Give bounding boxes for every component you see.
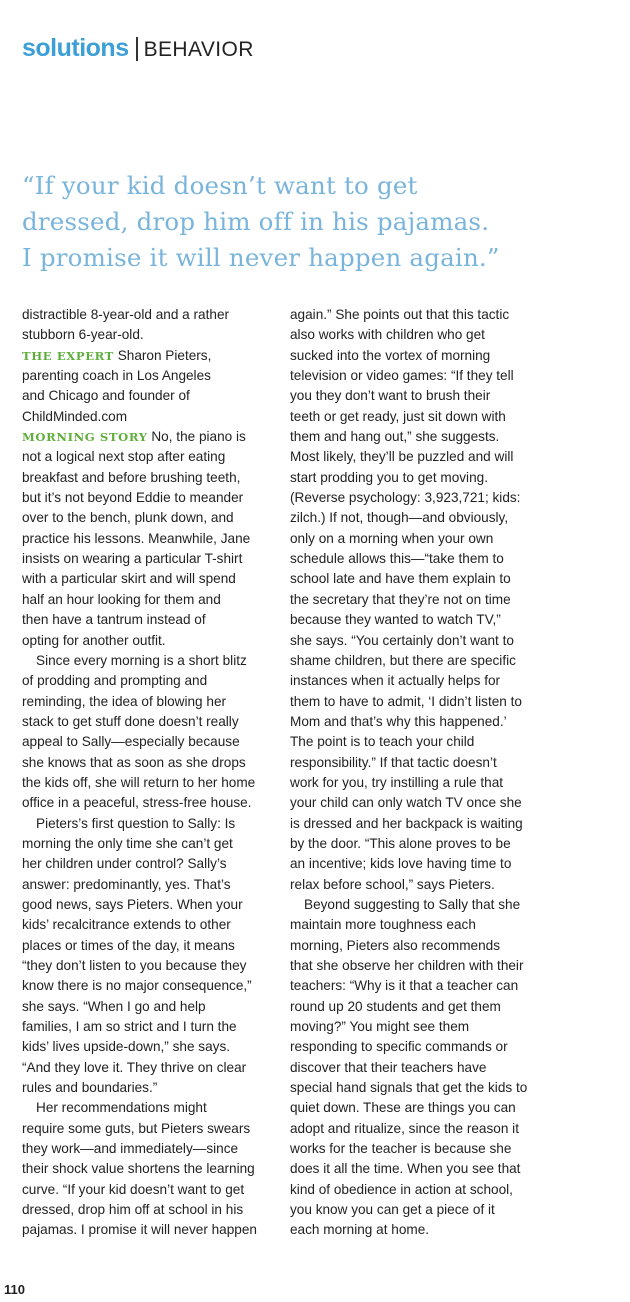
text-line: reminding, the idea of blowing her <box>22 693 227 709</box>
text-line: she says. “You certainly don’t want to <box>290 632 514 648</box>
text-line: schedule allows this—“take them to <box>290 551 504 567</box>
text-line: also works with children who get <box>290 327 485 343</box>
text-line: because they wanted to watch TV,” <box>290 612 501 628</box>
text-line: work for you, try instilling a rule that <box>290 774 504 790</box>
text-line: distractible 8-year-old and a rather <box>22 307 230 322</box>
text-line: moving?” You might see them <box>290 1019 470 1035</box>
text-line: they work—and immediately—since <box>22 1141 239 1157</box>
text-line: breakfast and before brushing teeth, <box>22 469 241 485</box>
text-line: half an hour looking for them and <box>22 591 221 607</box>
text-line: you know you can get a piece of it <box>290 1202 495 1218</box>
text-line: Most likely, they’ll be puzzled and will <box>290 449 514 465</box>
text-line: start prodding you to get moving. <box>290 469 488 485</box>
text-line: parenting coach in Los Angeles <box>22 368 211 384</box>
text-line: know there is no major consequence,” <box>22 978 252 994</box>
text-line: Sharon Pieters, <box>117 347 212 363</box>
expert-label: THE EXPERT <box>22 348 114 363</box>
text-line: morning, Pieters also recommends <box>290 937 501 953</box>
page-number: 110 <box>4 1282 25 1297</box>
text-line: places or times of the day, it means <box>22 937 235 953</box>
text-line: stubborn 6-year-old. <box>22 327 144 343</box>
text-line: an incentive; kids love having time to <box>290 856 512 872</box>
text-line: ChildMinded.com <box>22 408 128 424</box>
text-line: kind of obedience in action at school, <box>290 1181 513 1197</box>
section-header <box>22 34 254 63</box>
text-line: responding to specific commands or <box>290 1039 508 1055</box>
text-line: television or video games: “If they tell <box>290 368 514 384</box>
text-line: her children under control? Sally’s <box>22 856 227 872</box>
story-line <box>22 427 284 447</box>
text-line: “they don’t listen to you because they <box>22 958 247 973</box>
text-line: kids’ recalcitrance extends to other <box>22 917 231 933</box>
text-line: school late and have them explain to <box>290 571 511 587</box>
text-line: over to the bench, plunk down, and <box>22 510 234 526</box>
text-line: Mom and that’s why this happened.’ <box>290 713 507 729</box>
text-line: discover that their teachers have <box>290 1059 487 1075</box>
text-line: not a logical next stop after eating <box>22 449 226 465</box>
text-line: she knows that as soon as she drops <box>22 754 246 770</box>
text-line: Pieters’s first question to Sally: Is <box>36 815 236 831</box>
text-line: (Reverse psychology: 3,923,721; kids: <box>290 490 521 506</box>
text-line: that she observe her children with their <box>290 958 524 973</box>
text-line: you they don’t want to brush their <box>290 388 491 404</box>
text-line: instances when it actually helps for <box>290 673 501 689</box>
text-line: answer: predominantly, yes. That’s <box>22 876 231 892</box>
text-line: pajamas. I promise it will never happen <box>22 1222 257 1238</box>
pull-quote <box>22 168 602 276</box>
text-line: Since every morning is a short blitz <box>36 652 247 668</box>
text-line: Beyond suggesting to Sally that she <box>304 896 521 912</box>
text-line: she says. “When I go and help <box>22 998 206 1014</box>
text-line: is dressed and her backpack is waiting <box>290 815 523 831</box>
text-line: Her recommendations might <box>36 1100 207 1116</box>
text-line: of prodding and prompting and <box>22 673 208 689</box>
morning-story-label: MORNING STORY <box>22 430 148 445</box>
text-line: round up 20 students and get them <box>290 998 501 1014</box>
pull-quote-line: I promise it will never happen again.” <box>22 243 500 272</box>
text-line: your child can only watch TV once she <box>290 795 522 811</box>
expert-line <box>22 346 284 366</box>
text-line: sucked into the vortex of morning <box>290 347 491 363</box>
text-line: then have a tantrum instead of <box>22 612 206 628</box>
text-line: The point is to teach your child <box>290 734 475 750</box>
text-line: require some guts, but Pieters swears <box>22 1120 251 1136</box>
text-line: maintain more toughness each <box>290 917 476 933</box>
article-column-left <box>22 305 284 1241</box>
text-line: works for the teacher is because she <box>290 1141 512 1157</box>
text-line: responsibility.” If that tactic doesn’t <box>290 754 497 770</box>
text-line: dressed, drop him off at school in his <box>22 1202 244 1218</box>
text-line: them to have to admit, ‘I didn’t listen to <box>290 693 522 709</box>
pull-quote-line: dressed, drop him off in his pajamas. <box>22 207 490 236</box>
text-line: rules and boundaries.” <box>22 1080 158 1096</box>
text-line: kids’ lives upside-down,” she says. <box>22 1039 231 1055</box>
subsection-name: BEHAVIOR <box>143 38 254 61</box>
text-line: stack to get stuff done doesn’t really <box>22 713 239 729</box>
text-line: again.” She points out that this tactic <box>290 307 510 322</box>
text-line: office in a peaceful, stress-free house. <box>22 795 252 811</box>
header-divider <box>136 37 138 61</box>
article-column-right <box>290 305 550 1241</box>
text-line: each morning at home. <box>290 1222 430 1238</box>
text-line: special hand signals that get the kids to <box>290 1080 528 1096</box>
text-line: appeal to Sally—especially because <box>22 734 240 750</box>
text-line: families, I am so strict and I turn the <box>22 1019 237 1035</box>
text-line: teeth or get ready, just sit down with <box>290 408 506 424</box>
text-line: morning the only time she can’t get <box>22 835 233 851</box>
text-line: relax before school,” says Pieters. <box>290 876 495 892</box>
text-line: shame children, but there are specific <box>290 652 516 668</box>
text-line: curve. “If your kid doesn’t want to get <box>22 1181 245 1197</box>
text-line: the secretary that they’re not on time <box>290 591 511 607</box>
text-line: but it’s not beyond Eddie to meander <box>22 490 244 506</box>
pull-quote-line: “If your kid doesn’t want to get <box>22 171 418 200</box>
text-line: zilch.) If not, though—and obviously, <box>290 510 509 526</box>
text-line: adopt and ritualize, since the reason it <box>290 1120 519 1136</box>
text-line: their shock value shortens the learning <box>22 1161 255 1177</box>
text-line: teachers: “Why is it that a teacher can <box>290 978 519 994</box>
text-line: practice his lessons. Meanwhile, Jane <box>22 530 251 546</box>
text-line: quiet down. These are things you can <box>290 1100 516 1116</box>
text-line: by the door. “This alone proves to be <box>290 835 511 851</box>
text-line: with a particular skirt and will spend <box>22 571 236 587</box>
text-line: only on a morning when your own <box>290 530 494 546</box>
text-line: the kids off, she will return to her home <box>22 774 256 790</box>
text-line: does it all the time. When you see that <box>290 1161 521 1177</box>
text-line: opting for another outfit. <box>22 632 166 648</box>
text-line: No, the piano is <box>151 429 246 445</box>
text-line: good news, says Pieters. When your <box>22 896 243 912</box>
text-line: “And they love it. They thrive on clear <box>22 1059 247 1075</box>
text-line: insists on wearing a particular T-shirt <box>22 551 243 567</box>
section-name: solutions <box>22 34 129 62</box>
text-line: them and hang out,” she suggests. <box>290 429 500 445</box>
text-line: and Chicago and founder of <box>22 388 190 404</box>
